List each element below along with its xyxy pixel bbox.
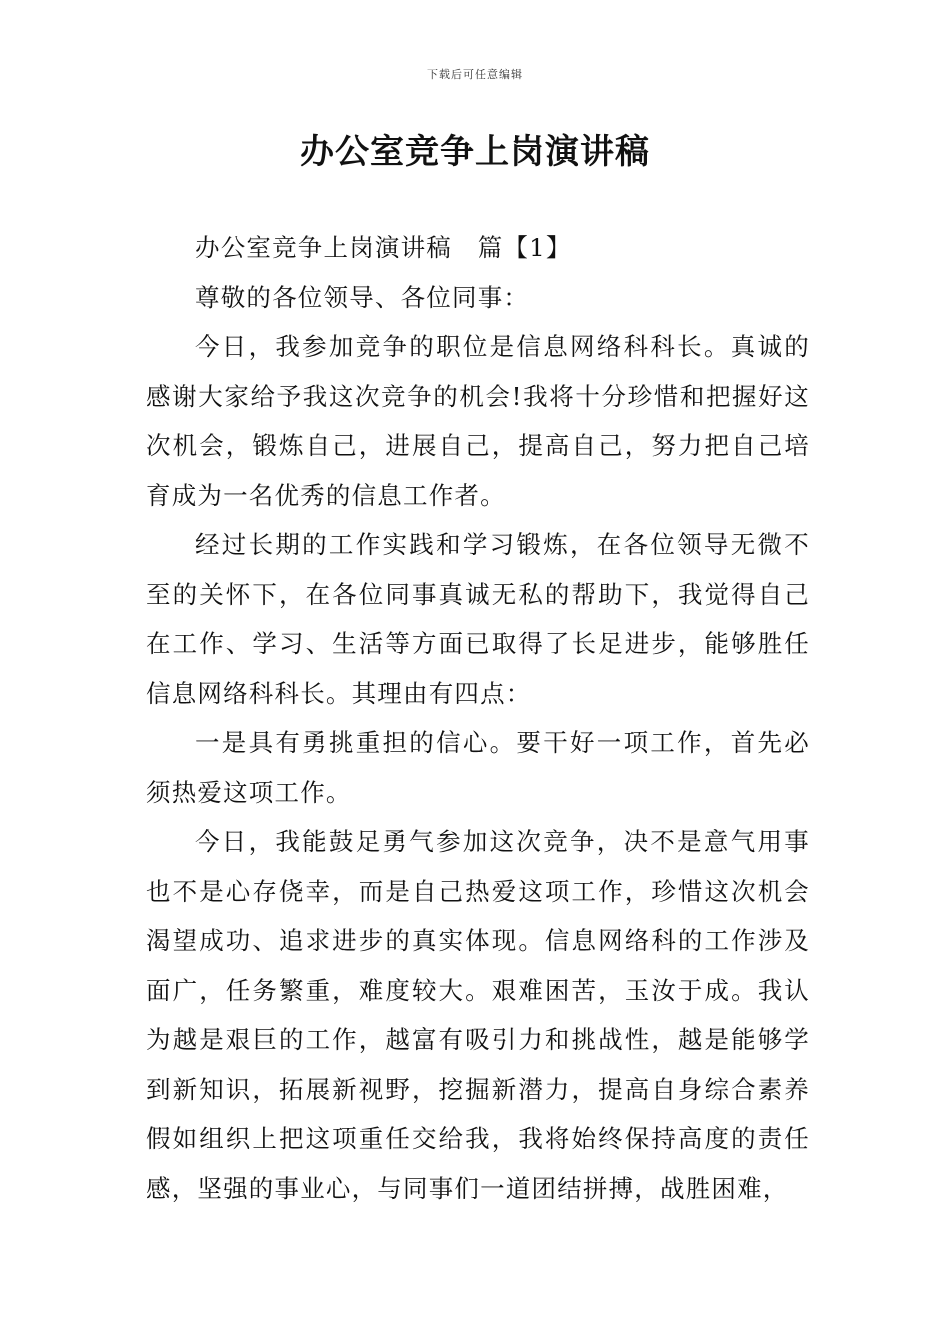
paragraph: 今日，我能鼓足勇气参加这次竞争，决不是意气用事也不是心存侥幸，而是自己热爱这项工作，珍惜这次机会渴望成功、追求进步的真实体现。信息网络科的工作涉及面广，任务繁重，难度较大。艰难困苦，玉汝于成。我认为越是艰巨的工作，越富有吸引力和挑战性，越是能够学到新知识，拓展新视野，挖掘新潜力，提高自身综合素养假如组织上把这项重任交给我，我将始终保持高度的责任感，坚强的事业心，与同事们一道团结拼搏，战胜困难， bbox=[146, 827, 810, 1203]
document-body bbox=[146, 223, 810, 1213]
section-heading: 办公室竞争上岗演讲稿 篇【1】 bbox=[195, 233, 572, 262]
document-title: 办公室竞争上岗演讲稿 bbox=[300, 132, 650, 172]
paragraph: 经过长期的工作实践和学习锻炼，在各位领导无微不至的关怀下，在各位同事真诚无私的帮助下，我觉得自己在工作、学习、生活等方面已取得了长足进步，能够胜任信息网络科科长。其理由有四点： bbox=[146, 530, 810, 708]
salutation: 尊敬的各位领导、各位同事： bbox=[195, 282, 530, 312]
paragraph: 今日，我参加竞争的职位是信息网络科科长。真诚的感谢大家给予我这次竞争的机会!我将十分珍惜和把握好这次机会，锻炼自己，进展自己，提高自己，努力把自己培育成为一名优秀的信息工作者。 bbox=[146, 332, 810, 510]
paragraph: 一是具有勇挑重担的信心。要干好一项工作，首先必须热爱这项工作。 bbox=[146, 728, 810, 807]
header-note: 下载后可任意编辑 bbox=[427, 68, 523, 81]
